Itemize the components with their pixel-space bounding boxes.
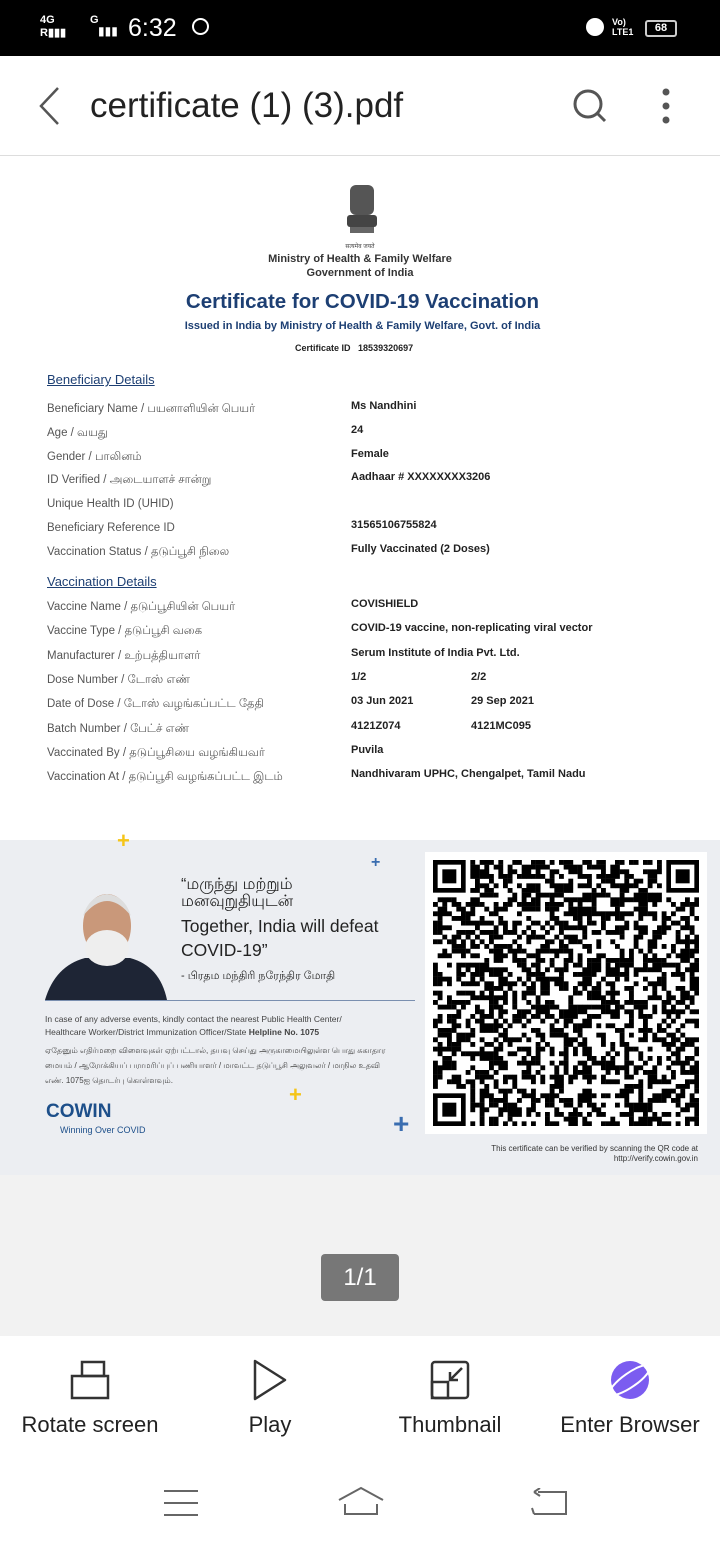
enter-browser-button[interactable]	[540, 1336, 720, 1460]
national-emblem-icon	[342, 181, 382, 243]
home-icon[interactable]	[337, 1486, 385, 1516]
thumbnail-icon	[430, 1360, 470, 1400]
vaccination-details-heading: Vaccination Details	[47, 574, 157, 589]
cowin-banner	[0, 828, 720, 1175]
clock: 6:32	[128, 14, 177, 42]
vaccination-row-value: 1/2	[351, 670, 367, 683]
whatsapp-icon	[192, 18, 209, 35]
cowin-tagline: Winning Over COVID	[60, 1125, 146, 1135]
certificate-id-value: 18539320697	[358, 343, 414, 353]
beneficiary-row-value: Fully Vaccinated (2 Doses)	[351, 542, 490, 555]
vaccination-row-value: Serum Institute of India Pvt. Ltd.	[351, 646, 520, 659]
vaccination-row-value-dose2: 2/2	[471, 670, 487, 683]
cowin-logo: COWIN	[46, 1101, 112, 1122]
beneficiary-details-heading: Beneficiary Details	[47, 372, 155, 387]
signal-4g: 4G	[40, 14, 55, 26]
browser-planet-icon	[608, 1358, 652, 1402]
document-title: certificate (1) (3).pdf	[90, 86, 404, 125]
vaccination-row-label: Date of Dose / டோஸ் வழங்கப்பட்ட தேதி	[47, 698, 264, 711]
signal-g: G	[90, 14, 99, 26]
certificate-subtitle: Issued in India by Ministry of Health & Family Welfare, Govt. of India	[184, 320, 541, 332]
vaccination-row-value: COVISHIELD	[351, 598, 419, 610]
beneficiary-row-label: Beneficiary Reference ID	[47, 522, 175, 534]
menu-icon[interactable]	[163, 1489, 199, 1517]
beneficiary-row-label: Unique Health ID (UHID)	[47, 498, 174, 511]
vaccination-row-value-dose2: 29 Sep 2021	[471, 695, 534, 708]
divider	[45, 1000, 415, 1001]
thumbnail-label: Thumbnail	[398, 1412, 502, 1437]
back-icon[interactable]	[530, 1488, 568, 1516]
vaccination-row-label: Dose Number / டோஸ் எண்	[47, 673, 191, 686]
search-icon[interactable]	[572, 88, 608, 124]
adverse-events-note	[45, 1013, 385, 1039]
alarm-icon	[586, 18, 604, 36]
play-icon	[250, 1358, 290, 1402]
certificate-title: Certificate for COVID-19 Vaccination	[185, 290, 540, 313]
beneficiary-row-label: Age / வயது	[47, 426, 108, 439]
adverse-events-text: In case of any adverse events, kindly contact the nearest Public Health Center/ Healthcare Worker/District Immunization Officer/State	[45, 1014, 342, 1037]
quote-attribution: - பிரதம மந்திரி நரேந்திர மோதி	[181, 970, 336, 982]
vaccination-row-value: 4121Z074	[351, 719, 401, 732]
battery-indicator: 68	[645, 20, 677, 37]
back-arrow-icon[interactable]	[38, 86, 62, 126]
app-header	[0, 56, 720, 156]
enter-browser-label: Enter Browser	[560, 1412, 700, 1437]
vaccination-row-value: 03 Jun 2021	[351, 695, 414, 708]
vaccination-row-label: Vaccine Type / தடுப்பூசி வகை	[47, 625, 203, 638]
rotate-screen-button[interactable]	[0, 1336, 180, 1460]
certificate-id	[295, 343, 413, 353]
certificate-id-label: Certificate ID	[295, 343, 351, 353]
plus-decoration-icon: +	[393, 1108, 410, 1139]
play-button[interactable]	[180, 1336, 360, 1460]
vaccination-row-value: COVID-19 vaccine, non-replicating viral vector	[351, 622, 593, 635]
vaccination-row-label: Vaccine Name / தடுப்பூசியின் பெயர்	[47, 601, 236, 613]
vaccination-row-label: Manufacturer / உற்பத்தியாளர்	[47, 649, 201, 662]
beneficiary-row-label: Vaccination Status / தடுப்பூசி நிலை	[47, 545, 230, 558]
signal-bars-icon: R▮▮▮	[40, 27, 67, 39]
emblem-motto: सत्यमेव जयते	[345, 244, 375, 250]
government-name: Government of India	[306, 267, 414, 279]
beneficiary-row-value: 24	[351, 423, 364, 436]
beneficiary-row-label: Beneficiary Name / பயனாளியின் பெயர்	[47, 403, 256, 415]
pdf-page	[0, 156, 720, 840]
vaccination-row-label: Batch Number / பேட்ச் எண்	[47, 722, 190, 735]
adverse-events-tamil: ஏதேனும் எதிர்மறை விளைவுகள் ஏற்பட்டால், தயவு செய்து அருகாமையிலுள்ள பொது சுகாதார மையம் / ஆரோக்கியப் பராமரிப்புப் பணியாளர் / மாவட்ட தடுப்பூசி அலுவலர் / மாநில உதவி எண். 1075ஐ தொடர்பு கொள்ளவும்.	[45, 1046, 386, 1085]
ministry-name: Ministry of Health & Family Welfare	[268, 253, 452, 265]
plus-decoration-icon: +	[117, 828, 130, 853]
plus-decoration-icon: +	[289, 1082, 302, 1107]
quote-tamil: “மருந்து மற்றும் மனவுறுதியுடன்	[181, 876, 294, 910]
status-bar	[0, 0, 720, 56]
play-label: Play	[248, 1412, 292, 1437]
beneficiary-row-value: 31565106755824	[351, 519, 437, 531]
vaccination-row-value: Nandhivaram UPHC, Chengalpet, Tamil Nadu	[351, 768, 586, 781]
page-indicator: 1/1	[321, 1254, 399, 1301]
helpline-number: Helpline No. 1075	[248, 1027, 320, 1037]
beneficiary-row-label: Gender / பாலினம்	[47, 450, 142, 463]
plus-decoration-icon: +	[371, 854, 381, 871]
beneficiary-row-value: Aadhaar # XXXXXXXX3206	[351, 471, 491, 484]
beneficiary-row-value: Ms Nandhini	[351, 400, 417, 412]
more-options-icon[interactable]	[660, 88, 672, 124]
beneficiary-row-value: Female	[351, 447, 389, 460]
thumbnail-button[interactable]	[360, 1336, 540, 1460]
beneficiary-row-label: ID Verified / அடையாளச் சான்று	[47, 474, 212, 487]
rotate-screen-icon	[70, 1360, 110, 1400]
pm-portrait	[45, 886, 170, 1000]
rotate-screen-label: Rotate screen	[21, 1412, 159, 1437]
vaccination-row-label: Vaccinated By / தடுப்பூசியை வழங்கியவர்	[47, 746, 265, 759]
qr-code-frame	[425, 852, 707, 1134]
signal-bars-icon: ▮▮▮	[98, 24, 118, 38]
vaccination-row-value-dose2: 4121MC095	[471, 719, 531, 732]
vaccination-row-label: Vaccination At / தடுப்பூசி வழங்கப்பட்ட இடம்	[47, 771, 283, 784]
navigation-bar	[0, 1460, 720, 1544]
vaccination-row-value: Puvila	[351, 743, 384, 756]
qr-code	[433, 860, 699, 1126]
quote-english: Together, India will defeat COVID-19”	[181, 916, 379, 960]
volte-indicator: Vo) LTE1	[612, 17, 634, 37]
verify-note: This certificate can be verified by scanning the QR code at http://verify.cowin.gov.in	[491, 1144, 698, 1163]
